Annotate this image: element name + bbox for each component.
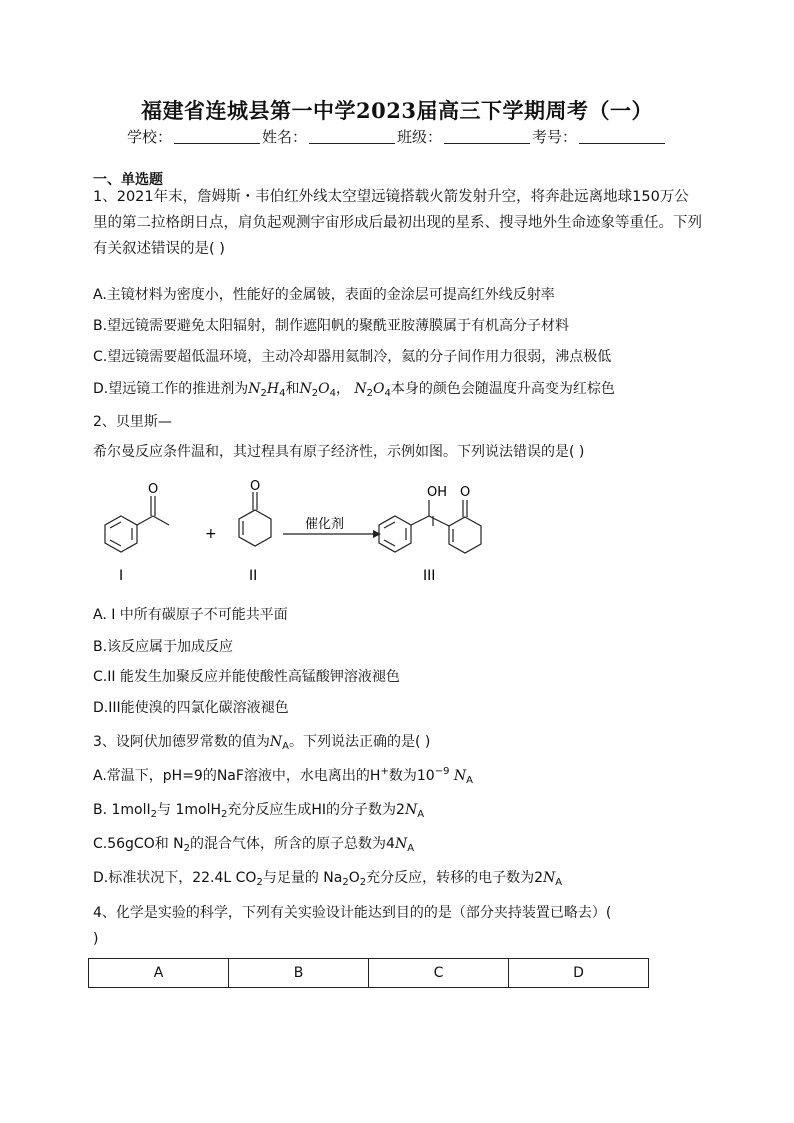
q1-option-a[interactable]: A.主镜材料为密度小，性能好的金属铍，表面的金涂层可提高红外线反射率	[93, 287, 555, 303]
compound3-oxygen: O	[460, 485, 471, 500]
q1-option-d[interactable]: D.望远镜工作的推进剂为$N_2H_4$和$N_2O_4$， $N_2O_4$本身的颜色会随温度升高变为红棕色	[93, 381, 615, 399]
label-compound-3: III	[423, 568, 436, 584]
number-label: 考号：	[532, 128, 578, 146]
section-heading: 一、单选题	[93, 172, 163, 188]
q2-stem-line2: 希尔曼反应条件温和，其过程具有原子经济性，示例如图。下列说法错误的是( )	[93, 444, 585, 460]
catalyst-label: 催化剂	[305, 517, 345, 532]
compound3-hydroxyl: OH	[427, 485, 448, 500]
q2-option-c[interactable]: C.II 能发生加聚反应并能使酸性高锰酸钾溶液褪色	[93, 669, 400, 685]
q2-option-d[interactable]: D.III能使溴的四氯化碳溶液褪色	[93, 700, 289, 716]
q1-option-c[interactable]: C.望远镜需要超低温环境，主动冷却器用氦制冷，氦的分子间作用力很弱，沸点极低	[93, 349, 612, 365]
q2-stem-line1: 2、贝里斯—	[93, 414, 172, 430]
q3-option-a[interactable]: A.常温下，pH=9的NaF溶液中，水电离出的H+数为$10^{-9}$ $N_A$	[93, 766, 473, 786]
q3-option-b[interactable]: B. 1molI$_2$与 1molH$_2$充分反应生成HI的分子数为$2N_A$	[93, 802, 425, 820]
compound3-ring	[449, 517, 481, 553]
class-label: 班级：	[397, 128, 443, 146]
table-header-b[interactable]: B	[229, 959, 369, 988]
label-compound-1: I	[119, 568, 124, 584]
compound1-oxygen: O	[148, 482, 159, 497]
plus-sign: +	[205, 526, 217, 542]
q3-option-d[interactable]: D.标准状况下，22.4L $CO_2$与足量的 $Na_2O_2$充分反应，转移的电子数为$2N_A$	[93, 870, 563, 888]
q4-stem: 4、化学是实验的科学，下列有关实验设计能达到目的的是（部分夹持装置已略去）(	[93, 905, 612, 921]
class-blank[interactable]	[444, 129, 530, 144]
number-blank[interactable]	[579, 129, 665, 144]
student-info-line	[0, 126, 794, 147]
table-header-d[interactable]: D	[509, 959, 649, 988]
table-header-a[interactable]: A	[89, 959, 229, 988]
label-compound-2: II	[249, 568, 258, 584]
q3-stem: 3、设阿伏加德罗常数的值为$N_A$。下列说法正确的是( )	[93, 734, 431, 752]
compound2-oxygen: O	[250, 479, 261, 494]
name-label: 姓名：	[261, 128, 307, 146]
q1-option-b[interactable]: B.望远镜需要避免太阳辐射，制作遮阳帆的聚酰亚胺薄膜属于有机高分子材料	[93, 318, 570, 334]
table-header-c[interactable]: C	[369, 959, 509, 988]
school-label: 学校：	[126, 128, 172, 146]
compound2-ring	[239, 510, 271, 546]
q2-option-a[interactable]: A. I 中所有碳原子不可能共平面	[93, 607, 288, 623]
arrow-head	[373, 530, 381, 538]
school-blank[interactable]	[174, 129, 260, 144]
q2-option-b[interactable]: B.该反应属于加成反应	[93, 639, 234, 655]
q4-options-table	[88, 958, 649, 988]
reaction-scheme	[93, 474, 613, 594]
q4-stem-close: )	[93, 931, 99, 947]
q1-stem: 1、2021年末，詹姆斯・韦伯红外线太空望远镜搭载火箭发射升空，将奔赴远离地球150万公里的第二拉格朗日点，肩负起观测宇宙形成后最初出现的星系、搜寻地外生命迹象等重任。下列有关叙述错误的是( )	[93, 189, 702, 257]
q3-option-c[interactable]: C.56gCO和 $N_2$的混合气体，所含的原子总数为$4N_A$	[93, 836, 415, 854]
page-title: 福建省连城县第一中学2023届高三下学期周考（一）	[141, 98, 653, 123]
name-blank[interactable]	[309, 129, 395, 144]
table-row	[89, 959, 649, 988]
